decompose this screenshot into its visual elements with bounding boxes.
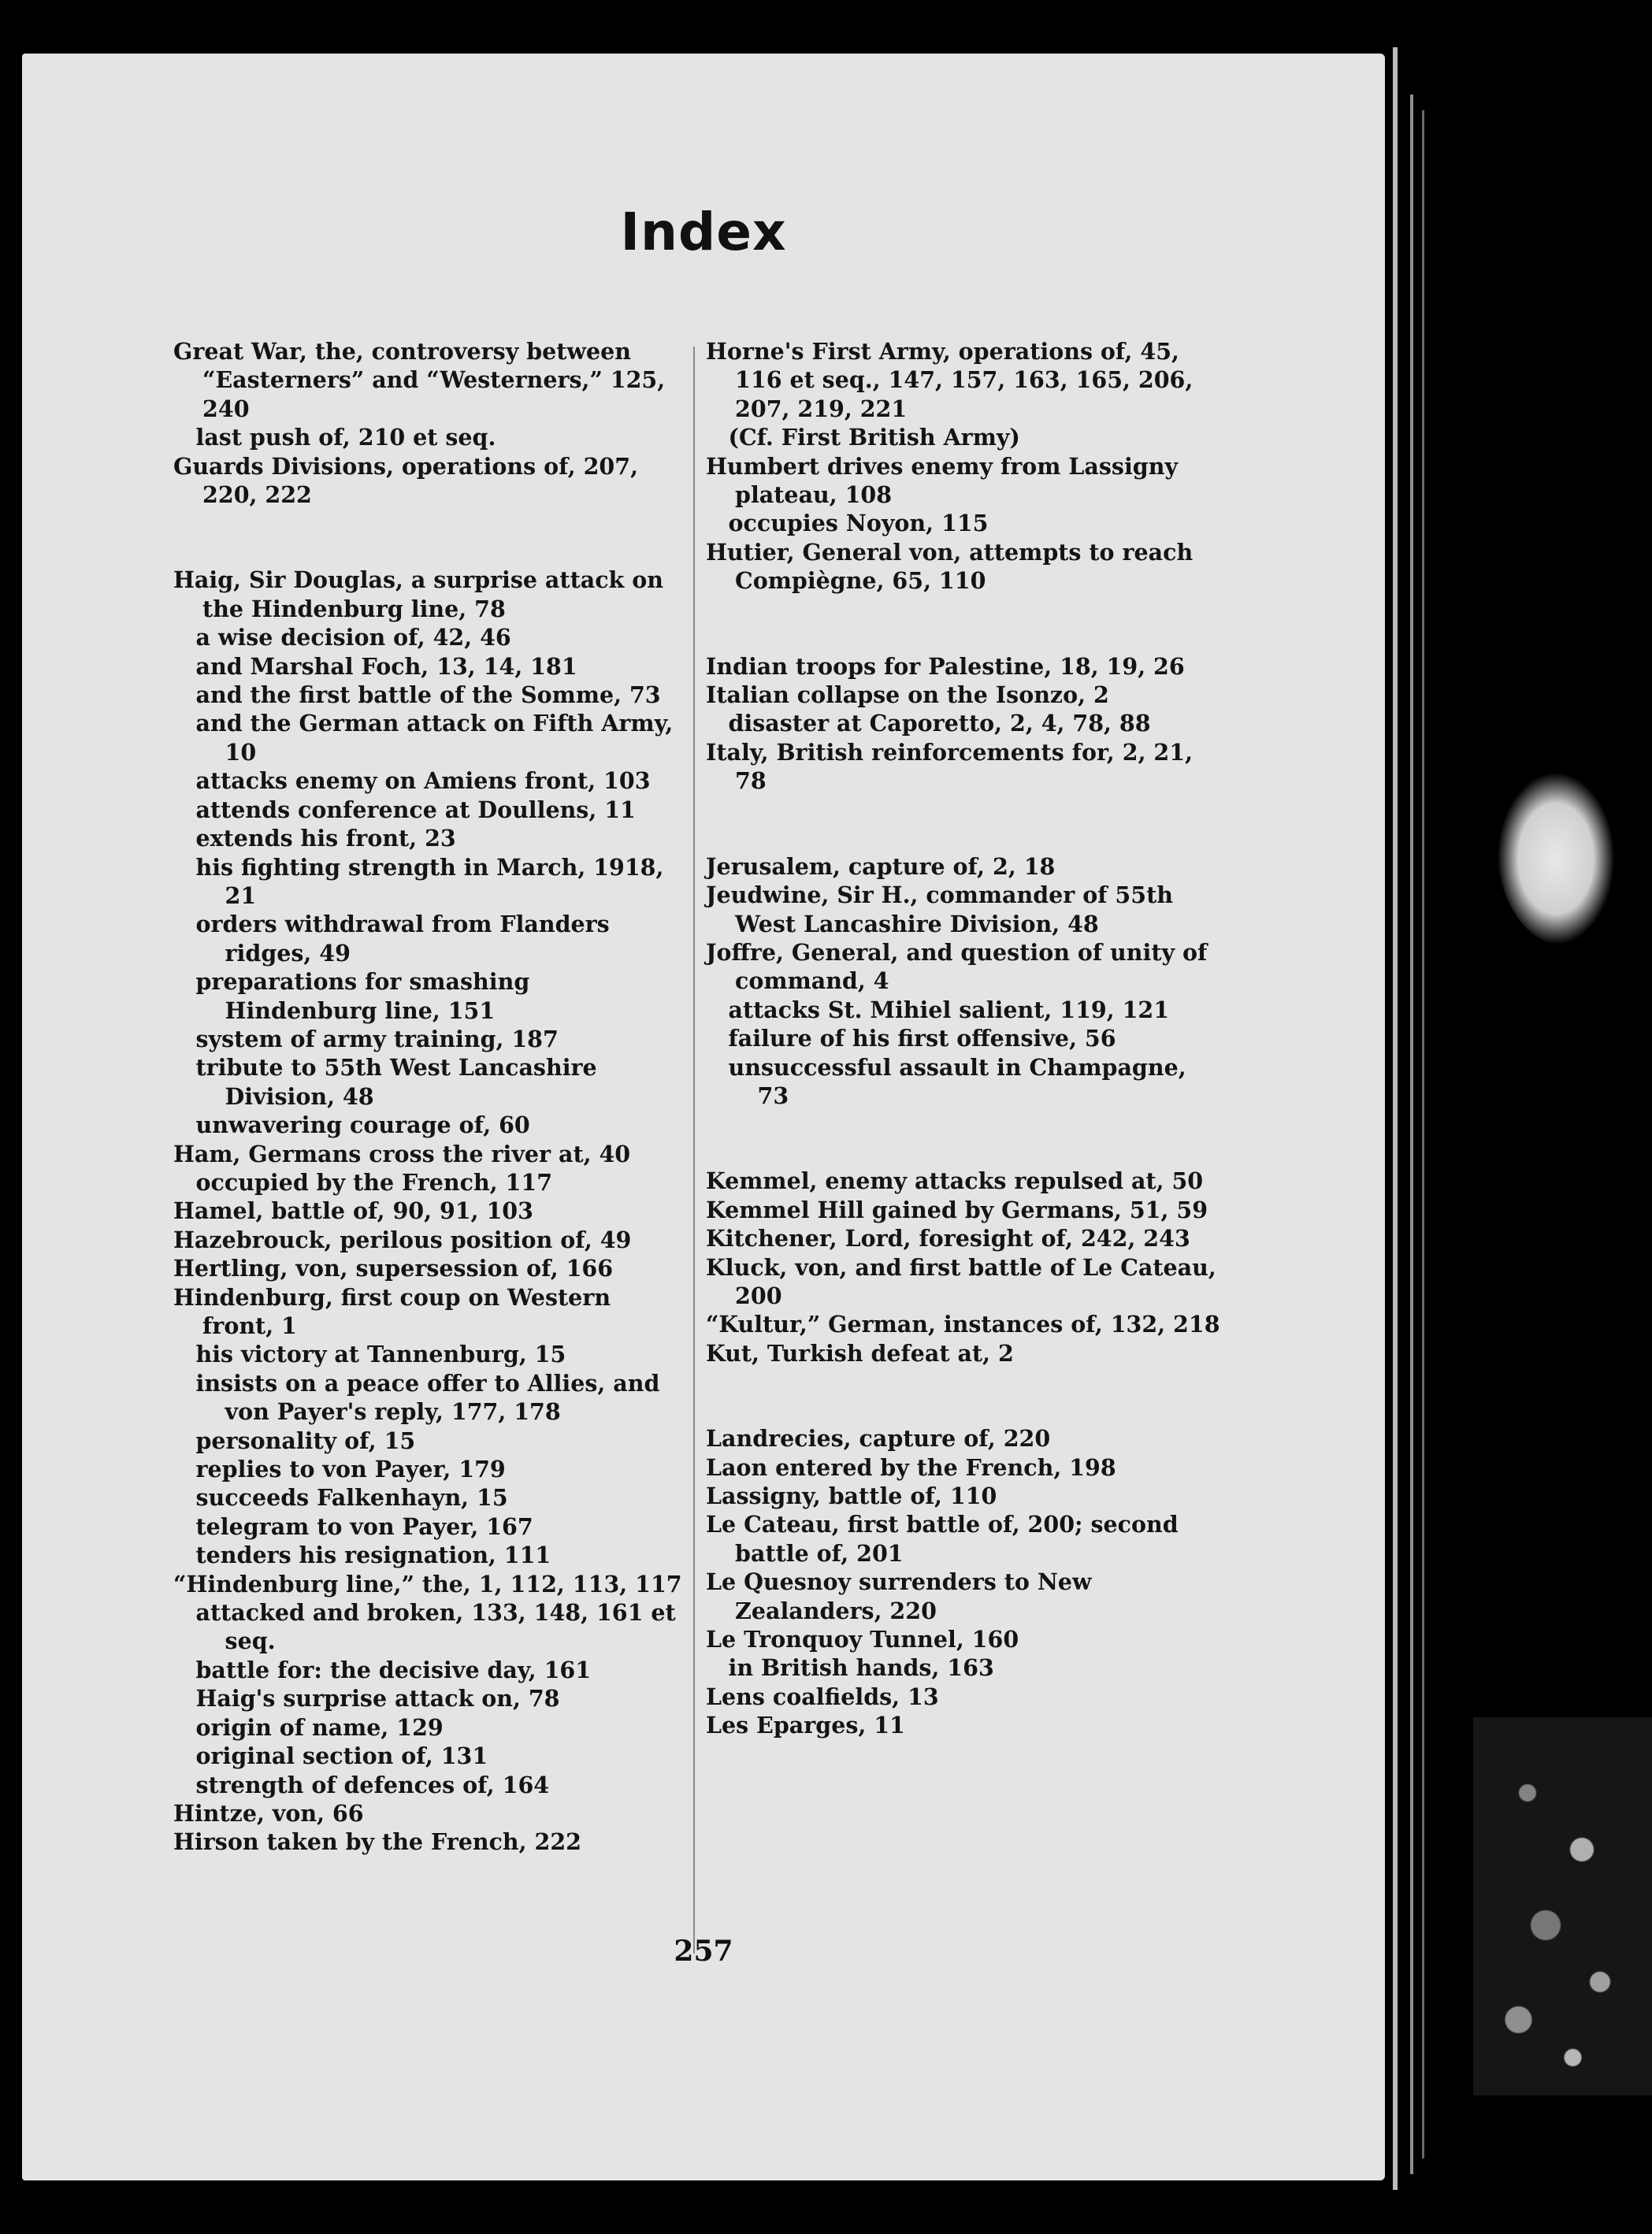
index-subentry: tribute to 55th West Lancashire Division, 48 bbox=[195, 1054, 597, 1110]
index-subentry: system of army training, 187 bbox=[195, 1025, 559, 1052]
index-entry: Laon entered by the French, 198 bbox=[706, 1453, 1116, 1481]
index-entry: Haig, Sir Douglas, a surprise attack on the Hindenburg line, 78 bbox=[173, 566, 663, 622]
index-entry: Great War, the, controversy between “Easterners” and “Westerners,” 125, 240 bbox=[173, 338, 666, 422]
book-page bbox=[22, 54, 1385, 2180]
scan-artifact bbox=[1473, 1717, 1652, 2095]
section-gap bbox=[706, 1110, 1222, 1167]
index-entry: Humbert drives enemy from Lassigny plateau, 108 bbox=[706, 452, 1179, 509]
index-subentry: occupied by the French, 117 bbox=[195, 1168, 553, 1196]
index-column-left bbox=[173, 337, 685, 1857]
index-subentry: succeeds Falkenhayn, 15 bbox=[195, 1484, 508, 1512]
index-subentry: unwavering courage of, 60 bbox=[195, 1111, 530, 1139]
index-subentry: telegram to von Payer, 167 bbox=[195, 1512, 533, 1540]
index-entry: Kemmel Hill gained by Germans, 51, 59 bbox=[706, 1196, 1208, 1223]
index-entry: Kemmel, enemy attacks repulsed at, 50 bbox=[706, 1167, 1204, 1195]
index-entry: “Kultur,” German, instances of, 132, 218 bbox=[706, 1311, 1220, 1338]
index-column-right bbox=[706, 337, 1222, 1740]
index-entry: Hutier, General von, attempts to reach Compiègne, 65, 110 bbox=[706, 538, 1194, 595]
index-entry: Italy, British reinforcements for, 2, 21, 78 bbox=[706, 738, 1193, 795]
index-entry: Italian collapse on the Isonzo, 2 bbox=[706, 681, 1109, 709]
index-entry: Jerusalem, capture of, 2, 18 bbox=[706, 852, 1056, 880]
index-entry: Indian troops for Palestine, 18, 19, 26 bbox=[706, 652, 1185, 680]
index-subentry: disaster at Caporetto, 2, 4, 78, 88 bbox=[728, 710, 1151, 737]
index-entry: Guards Divisions, operations of, 207, 220, 222 bbox=[173, 452, 638, 509]
index-subentry: personality of, 15 bbox=[195, 1427, 416, 1454]
index-entry: Lassigny, battle of, 110 bbox=[706, 1483, 997, 1509]
index-subentry: attacks St. Mihiel salient, 119, 121 bbox=[728, 996, 1170, 1023]
index-entry: Le Cateau, first battle of, 200; second battle of, 201 bbox=[706, 1511, 1179, 1567]
index-subentry: and the first battle of the Somme, 73 bbox=[195, 681, 661, 709]
index-entry: Jeudwine, Sir H., commander of 55th West Lancashire Division, 48 bbox=[706, 881, 1173, 937]
index-entry: Ham, Germans cross the river at, 40 bbox=[173, 1140, 631, 1167]
index-entry: Les Eparges, 11 bbox=[706, 1712, 905, 1739]
index-subentry: orders withdrawal from Flanders ridges, 49 bbox=[195, 911, 610, 967]
index-entry: Landrecies, capture of, 220 bbox=[706, 1425, 1051, 1453]
index-subentry: last push of, 210 et seq. bbox=[195, 424, 496, 451]
index-subentry: extends his front, 23 bbox=[195, 825, 456, 852]
index-entry: Kut, Turkish defeat at, 2 bbox=[706, 1339, 1014, 1367]
index-subentry: (Cf. First British Army) bbox=[728, 424, 1020, 451]
index-subentry: and the German attack on Fifth Army, 10 bbox=[195, 710, 674, 766]
index-entry: Le Quesnoy surrenders to New Zealanders, 220 bbox=[706, 1568, 1092, 1624]
index-subentry: Haig's surprise attack on, 78 bbox=[195, 1685, 560, 1713]
section-gap bbox=[706, 1367, 1222, 1424]
index-subentry: his victory at Tannenburg, 15 bbox=[195, 1341, 566, 1368]
page-edge bbox=[1422, 110, 1424, 2158]
index-entry: Hintze, von, 66 bbox=[173, 1799, 364, 1827]
section-gap bbox=[173, 509, 685, 566]
index-subentry: attacks enemy on Amiens front, 103 bbox=[195, 767, 651, 795]
index-subentry: his fighting strength in March, 1918, 21 bbox=[195, 853, 664, 909]
index-subentry: strength of defences of, 164 bbox=[195, 1771, 550, 1798]
index-subentry: tenders his resignation, 111 bbox=[195, 1542, 551, 1569]
index-subentry: and Marshal Foch, 13, 14, 181 bbox=[195, 652, 577, 680]
index-entry: Hazebrouck, perilous position of, 49 bbox=[173, 1226, 632, 1253]
index-entry: “Hindenburg line,” the, 1, 112, 113, 117 bbox=[173, 1570, 682, 1598]
index-entry: Joffre, General, and question of unity of command, 4 bbox=[706, 938, 1208, 995]
index-entry: Hertling, von, supersession of, 166 bbox=[173, 1255, 614, 1282]
index-subentry: battle for: the decisive day, 161 bbox=[195, 1656, 592, 1683]
index-subentry: occupies Noyon, 115 bbox=[728, 510, 989, 537]
index-subentry: unsuccessful assault in Champagne, 73 bbox=[728, 1053, 1186, 1109]
paper-stain bbox=[1497, 772, 1615, 945]
index-subentry: attends conference at Doullens, 11 bbox=[195, 796, 636, 823]
index-entry: Hindenburg, first coup on Western front, 1 bbox=[173, 1283, 611, 1339]
column-divider bbox=[693, 347, 695, 1954]
index-subentry: origin of name, 129 bbox=[195, 1713, 444, 1741]
index-entry: Hirson taken by the French, 222 bbox=[173, 1828, 581, 1856]
index-subentry: preparations for smashing Hindenburg line, 151 bbox=[195, 968, 530, 1024]
index-subentry: in British hands, 163 bbox=[728, 1654, 994, 1682]
index-subentry: attacked and broken, 133, 148, 161 et seq. bbox=[195, 1599, 676, 1655]
index-entry: Kitchener, Lord, foresight of, 242, 243 bbox=[706, 1225, 1190, 1252]
index-entry: Le Tronquoy Tunnel, 160 bbox=[706, 1626, 1019, 1653]
page-edge bbox=[1410, 95, 1413, 2174]
section-gap bbox=[706, 796, 1222, 852]
index-subentry: failure of his first offensive, 56 bbox=[728, 1025, 1116, 1052]
page-title: Index bbox=[620, 202, 787, 262]
index-subentry: replies to von Payer, 179 bbox=[195, 1456, 506, 1483]
index-subentry: original section of, 131 bbox=[195, 1742, 488, 1770]
section-gap bbox=[706, 596, 1222, 652]
index-entry: Hamel, battle of, 90, 91, 103 bbox=[173, 1197, 533, 1225]
index-entry: Kluck, von, and first battle of Le Cateau, 200 bbox=[706, 1253, 1216, 1309]
page-edge bbox=[1393, 47, 1398, 2190]
index-subentry: insists on a peace offer to Allies, and von Payer's reply, 177, 178 bbox=[195, 1369, 660, 1426]
page-number: 257 bbox=[674, 1935, 733, 1968]
index-entry: Horne's First Army, operations of, 45, 116 et seq., 147, 157, 163, 165, 206, 207, 219, 221 bbox=[706, 338, 1194, 422]
index-subentry: a wise decision of, 42, 46 bbox=[195, 624, 511, 651]
index-entry: Lens coalfields, 13 bbox=[706, 1683, 939, 1710]
